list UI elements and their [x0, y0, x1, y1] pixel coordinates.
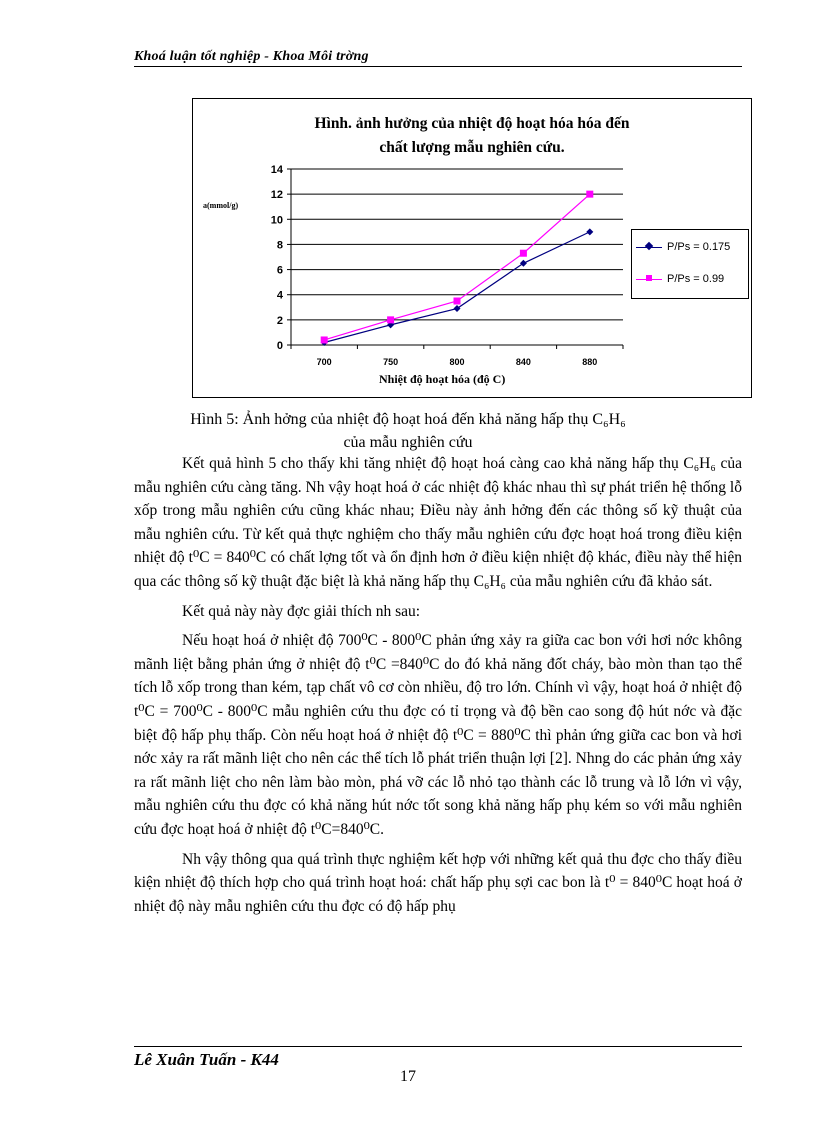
- x-tick-label: 840: [515, 357, 531, 367]
- y-tick-label: 0: [276, 340, 283, 352]
- x-tick-label: 880: [582, 357, 598, 367]
- data-point-square: [586, 191, 593, 198]
- y-tick-label: 8: [276, 239, 283, 252]
- paragraph-1: Kết quả hình 5 cho thấy khi tăng nhiệt độ hoạt hoá càng cao khả năng hấp thụ C₆H₆ của mẫu nghiên cứu càng tăng. Nh vậy hoạt hoá ở các nhiệt độ khác nhau thì sự phát triển hệ thống lỗ xốp trong mẫu nghiên cứu cũng khác nhau; Điều này ảnh hởng đến các thông số kỹ thuật của mẫu nghiên cứu. Từ kết quả thực nghiệm cho thấy mẫu nghiên cứu đợc hoạt hoá trong điều kiện nhiệt độ t⁰C = 840⁰C có chất lợng tốt và ổn định hơn ở điều kiện nhiệt độ khác, điều này thể hiện qua các thông số kỹ thuật đặc biệt là khả năng hấp thụ C₆H₆ của mẫu nghiên cứu đã khảo sát.: [134, 455, 742, 590]
- chart-y-axis-label: a(mmol/g): [203, 201, 239, 210]
- figure-caption-line-2: của mẫu nghiên cứu: [343, 434, 473, 451]
- paragraph-3: Nếu hoạt hoá ở nhiệt độ 700⁰C - 800⁰C phản ứng xảy ra giữa cac bon với hơi nớc không mãnh liệt bằng phản ứng ở nhiệt độ t⁰C =840⁰C do đó khả năng đốt cháy, bào mòn than tạo thể tích lỗ xốp trong than kém, tạp chất vô cơ còn nhiều, độ tro lớn. Chính vì vậy, hoạt hoá ở nhiệt độ t⁰C = 700⁰C - 800⁰C mẫu nghiên cứu thu đợc có tỉ trọng và độ bền cao song độ hút nớc và đặc biệt độ hấp phụ thấp. Còn nếu hoạt hoá ở nhiệt độ t⁰C = 880⁰C thì phản ứng giữa cac bon và hơi nớc xảy ra rất mãnh liệt cho nên các thể tích lỗ phát triển thuận lợi [2]. Nhng do các phản ứng xảy ra rất mãnh liệt cho nên làm bào mòn, phá vỡ các lỗ nhỏ tạo thành các lỗ trung và lỗ lớn vì vậy, mẫu nghiên cứu thu đợc có khả năng hút nớc tốt song khả năng hấp phụ kém so với mẫu nghiên cứu đợc hoạt hoá ở nhiệt độ t⁰C=840⁰C.: [134, 632, 742, 838]
- data-point-square: [520, 250, 527, 257]
- legend-label-series-2: P/Ps = 0.99: [667, 273, 725, 285]
- legend-swatch-diamond: [636, 242, 662, 252]
- legend-label-series-1: P/Ps = 0.175: [667, 241, 731, 253]
- chart-x-axis-label: Nhiệt độ hoạt hóa (độ C): [379, 372, 506, 386]
- chart-container: [192, 98, 752, 398]
- data-point-diamond: [454, 305, 461, 312]
- chart-title-line-1: Hình. ảnh hưởng của nhiệt độ hoạt hóa hóa đến: [314, 115, 630, 132]
- x-tick-label: 750: [383, 357, 399, 367]
- data-point-diamond: [586, 228, 593, 235]
- figure-caption-line-1: Hình 5: Ảnh hởng của nhiệt độ hoạt hoá đến khả năng hấp thụ C₆H₆: [190, 411, 626, 428]
- y-tick-label: 6: [276, 264, 283, 277]
- y-tick-label: 2: [276, 314, 283, 327]
- header-rule: [134, 66, 742, 67]
- data-point-square: [321, 336, 328, 343]
- chart-legend: [631, 229, 749, 299]
- data-point-square: [387, 316, 394, 323]
- y-tick-label: 4: [276, 289, 283, 302]
- page-header: Khoá luận tốt nghiệp - Khoa Môi trờng: [134, 49, 369, 64]
- body-text: [134, 452, 742, 918]
- series-line-1: [324, 232, 590, 343]
- footer-author: Lê Xuân Tuấn - K44: [134, 1050, 279, 1069]
- chart-title-line-2: chất lượng mẫu nghiên cứu.: [379, 139, 565, 156]
- legend-item-series-1: [636, 240, 730, 254]
- data-point-square: [454, 298, 461, 305]
- legend-item-series-2: [636, 272, 724, 286]
- y-tick-label: 14: [270, 164, 283, 176]
- y-tick-label: 12: [270, 189, 283, 202]
- series-line-2: [324, 194, 590, 340]
- paragraph-2: Kết quả này này đợc giải thích nh sau:: [182, 602, 421, 620]
- page-number: 17: [400, 1068, 416, 1085]
- legend-swatch-square: [636, 274, 662, 284]
- x-tick-label: 700: [316, 357, 332, 367]
- data-point-diamond: [520, 260, 527, 267]
- x-tick-label: 800: [449, 357, 465, 367]
- paragraph-4: Nh vậy thông qua quá trình thực nghiệm kết hợp với những kết quả thu đợc cho thấy điều kiện nhiệt độ thích hợp cho quá trình hoạt hoá: chất hấp phụ sợi cac bon là t⁰ = 840⁰C hoạt hoá ở nhiệt độ này mẫu nghiên cứu thu đợc có độ hấp phụ: [134, 850, 742, 915]
- y-tick-label: 10: [270, 214, 283, 227]
- footer-rule: [134, 1046, 742, 1047]
